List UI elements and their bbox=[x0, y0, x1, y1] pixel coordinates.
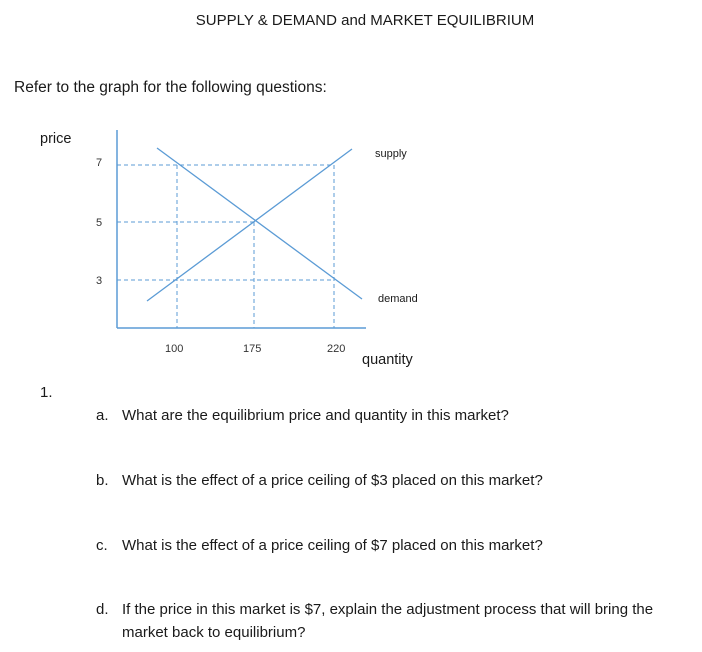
y-tick-label: 5 bbox=[96, 217, 103, 229]
question-number: 1. bbox=[40, 384, 53, 401]
x-tick-label: 100 bbox=[165, 343, 184, 355]
question-text: What are the equilibrium price and quantity in this market? bbox=[122, 407, 509, 424]
question-letter: b. bbox=[96, 472, 109, 489]
question-letter: d. bbox=[96, 601, 109, 618]
question-text: What is the effect of a price ceiling of $7 placed on this market? bbox=[122, 537, 543, 554]
question-c bbox=[96, 534, 686, 557]
question-d bbox=[96, 598, 686, 644]
demand-curve bbox=[157, 148, 362, 299]
demand-label: demand bbox=[378, 293, 418, 305]
y-tick-label: 7 bbox=[96, 157, 103, 169]
page-title: SUPPLY & DEMAND and MARKET EQUILIBRIUM bbox=[195, 12, 535, 29]
intro-text: Refer to the graph for the following questions: bbox=[14, 79, 327, 96]
question-letter: c. bbox=[96, 537, 108, 554]
supply-curve bbox=[147, 149, 352, 301]
y-tick-label: 3 bbox=[96, 275, 103, 287]
x-axis-label: quantity bbox=[362, 352, 413, 368]
y-axis-label: price bbox=[40, 131, 72, 147]
question-text: If the price in this market is $7, explain the adjustment process that will bring the market back to equilibrium? bbox=[122, 601, 654, 641]
x-tick-label: 220 bbox=[327, 343, 346, 355]
supply-label: supply bbox=[375, 148, 407, 160]
question-letter: a. bbox=[96, 407, 109, 424]
question-text: What is the effect of a price ceiling of $3 placed on this market? bbox=[122, 472, 543, 489]
question-a bbox=[96, 404, 686, 427]
question-b bbox=[96, 469, 686, 492]
x-tick-label: 175 bbox=[243, 343, 262, 355]
